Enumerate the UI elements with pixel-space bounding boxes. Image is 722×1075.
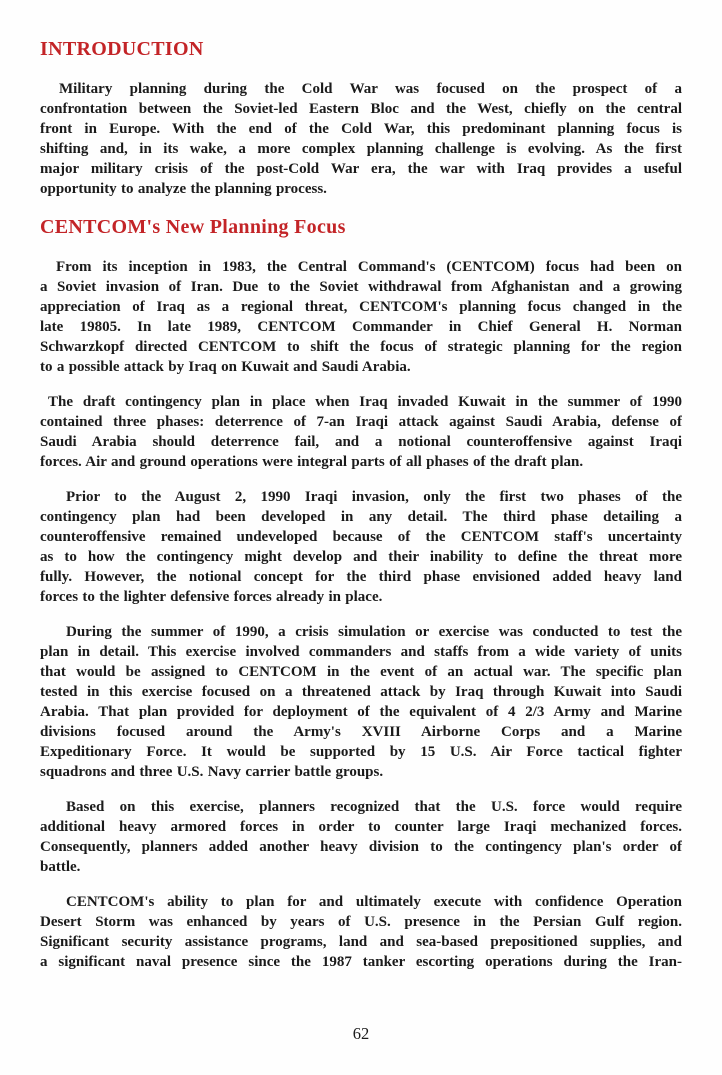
section-heading: CENTCOM's New Planning Focus xyxy=(40,216,346,238)
text-line: Expeditionary Force. It would be supported by 15 U.S. Air Force tactical fighter xyxy=(40,744,682,760)
paragraph xyxy=(40,622,682,782)
text-line: as to how the contingency might develop and their inability to define the threat more xyxy=(40,549,682,565)
text-line: tested in this exercise focused on a threatened attack by Iraq through Kuwait into Saudi xyxy=(40,684,682,700)
text-line: contained three phases: deterrence of 7-an Iraqi attack against Saudi Arabia, defense of xyxy=(40,414,682,430)
text-line: to a possible attack by Iraq on Kuwait and Saudi Arabia. xyxy=(40,359,411,375)
text-line: Schwarzkopf directed CENTCOM to shift the focus of strategic planning for the region xyxy=(40,339,682,355)
text-line: appreciation of Iraq as a regional threat, CENTCOM's planning focus changed in the xyxy=(40,299,682,315)
text-line: squadrons and three U.S. Navy carrier battle groups. xyxy=(40,764,384,780)
text-line: divisions focused around the Army's XVIII Airborne Corps and a Marine xyxy=(40,724,682,740)
text-line: Based on this exercise, planners recognized that the U.S. force would require xyxy=(66,799,682,815)
text-line: Saudi Arabia should deterrence fail, and a notional counteroffensive against Iraqi xyxy=(40,434,682,450)
text-line: battle. xyxy=(40,859,81,875)
page-number: 62 xyxy=(352,1024,370,1043)
paragraph xyxy=(40,257,682,377)
text-line: opportunity to analyze the planning process. xyxy=(40,181,327,197)
text-line: During the summer of 1990, a crisis simulation or exercise was conducted to test the xyxy=(66,624,682,640)
text-line: major military crisis of the post-Cold War era, the war with Iraq provides a useful xyxy=(40,161,682,177)
text-line: additional heavy armored forces in order to counter large Iraqi mechanized forces. xyxy=(40,819,682,835)
text-line: Significant security assistance programs, land and sea-based prepositioned supplies, and xyxy=(40,934,682,950)
text-line: The draft contingency plan in place when Iraq invaded Kuwait in the summer of 1990 xyxy=(48,394,682,410)
text-line: Prior to the August 2, 1990 Iraqi invasion, only the first two phases of the xyxy=(66,489,682,505)
text-line: shifting and, in its wake, a more complex planning challenge is evolving. As the first xyxy=(40,141,682,157)
text-line: Desert Storm was enhanced by years of U.S. presence in the Persian Gulf region. xyxy=(40,914,682,930)
text-line: forces. Air and ground operations were integral parts of all phases of the draft plan. xyxy=(40,454,584,470)
text-line: front in Europe. With the end of the Cold War, this predominant planning focus is xyxy=(40,121,682,137)
paragraph xyxy=(40,79,682,199)
paragraph xyxy=(40,892,682,972)
text-line: counteroffensive remained undeveloped because of the CENTCOM staff's uncertainty xyxy=(40,529,682,545)
text-line: plan in detail. This exercise involved commanders and staffs from a wide variety of units xyxy=(40,644,682,660)
paragraph xyxy=(40,487,682,607)
text-line: fully. However, the notional concept for the third phase envisioned added heavy land xyxy=(40,569,682,585)
text-line: From its inception in 1983, the Central Command's (CENTCOM) focus had been on xyxy=(56,259,682,275)
text-line: CENTCOM's ability to plan for and ultimately execute with confidence Operation xyxy=(66,894,682,910)
text-line: a Soviet invasion of Iran. Due to the Soviet withdrawal from Afghanistan and a growing xyxy=(40,279,682,295)
text-line: late 19805. In late 1989, CENTCOM Commander in Chief General H. Norman xyxy=(40,319,682,335)
text-line: Arabia. That plan provided for deployment of the equivalent of 4 2/3 Army and Marine xyxy=(40,704,682,720)
text-line: confrontation between the Soviet-led Eastern Bloc and the West, chiefly on the central xyxy=(40,101,682,117)
text-line: Military planning during the Cold War was focused on the prospect of a xyxy=(59,81,682,97)
section-heading: INTRODUCTION xyxy=(40,38,204,60)
text-line: Consequently, planners added another heavy division to the contingency plan's order of xyxy=(40,839,682,855)
text-line: a significant naval presence since the 1987 tanker escorting operations during the Iran- xyxy=(40,954,682,970)
text-line: contingency plan had been developed in any detail. The third phase detailing a xyxy=(40,509,682,525)
text-line: that would be assigned to CENTCOM in the event of an actual war. The specific plan xyxy=(40,664,682,680)
paragraph xyxy=(40,392,682,472)
paragraph xyxy=(40,797,682,877)
text-line: forces to the lighter defensive forces already in place. xyxy=(40,589,383,605)
